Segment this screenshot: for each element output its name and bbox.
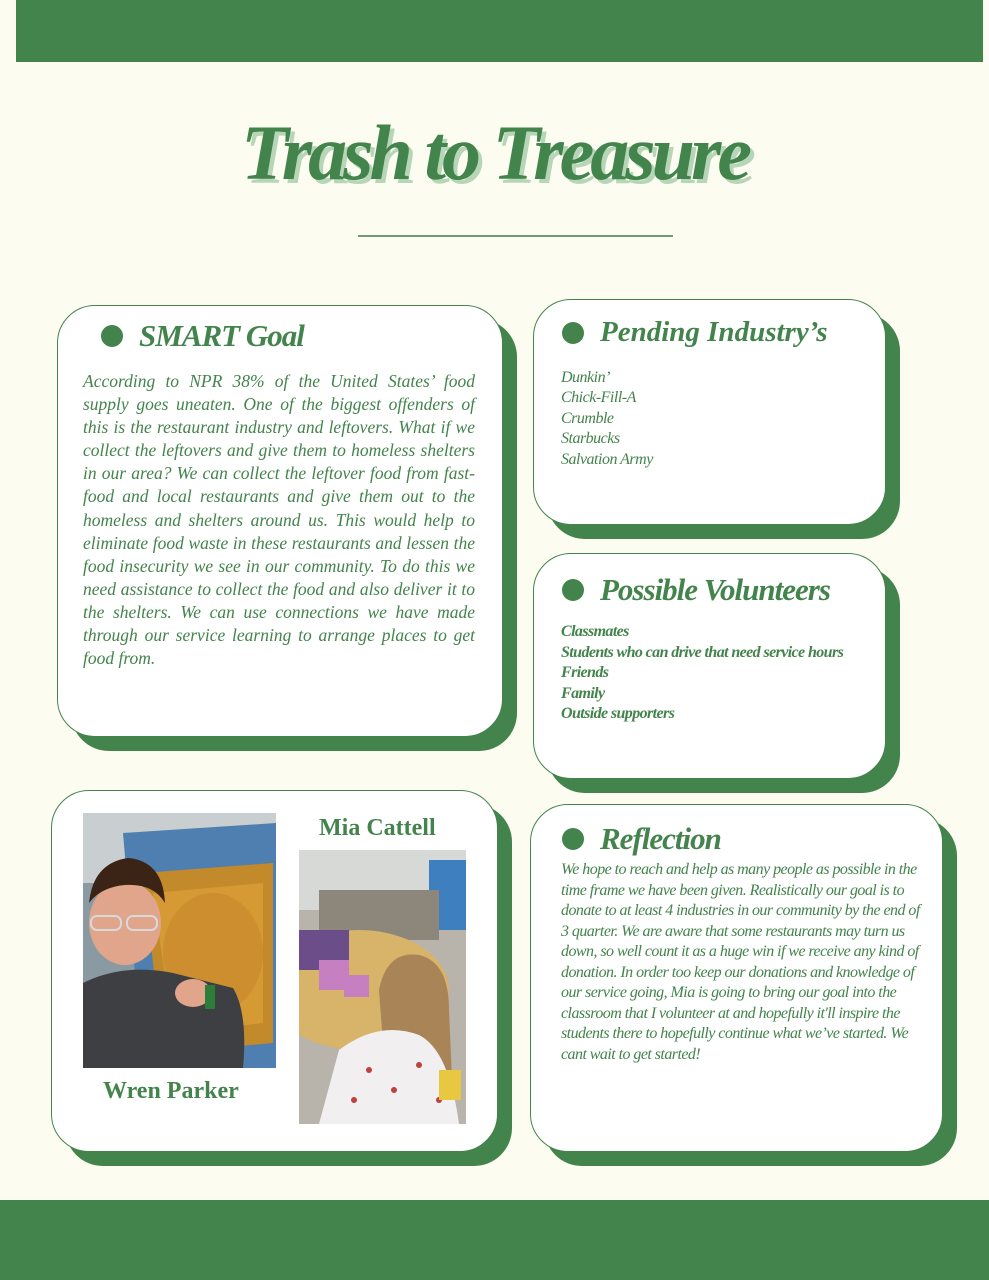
title-divider xyxy=(358,235,673,237)
smart-goal-text: According to NPR 38% of the United States’ food supply goes uneaten. One of the biggest offenders of this is the restaurant industry and leftovers. What if we collect the leftovers and give them to homeless shelters in our area? We can collect the leftover food from fast-food and local restaurants and give them out to the homeless and shelters around us. This would help to eliminate food waste in these restaurants and lessen the food insecurity we see in our community. To do this we need assistance to collect the food and also deliver it to the shelters. We can use connections we have made through our service learning to arrange places to get food from. xyxy=(83,371,475,669)
possible-volunteers-header xyxy=(562,572,830,608)
possible-volunteers-heading: Possible Volunteers xyxy=(600,572,830,607)
smart-goal-heading: SMART Goal xyxy=(139,318,304,353)
bullet-icon xyxy=(562,579,584,601)
list-item: Outside supporters xyxy=(561,705,675,722)
bottom-banner xyxy=(0,1200,989,1280)
list-item: Friends xyxy=(561,664,609,681)
reflection-text: We hope to reach and help as many people as possible in the time frame we have been given. Realistically our goal is to donate to at least 4 industries in our community by the end of 3 quarter. We are aware that some restaurants may turn us down, so well count it as a huge win if we receive any kind of donation. In order too keep our donations and knowledge of our service going, Mia is going to bring our goal into the classroom that I volunteer at and hopefully it'll inspire the students there to hopefully continue what we’ve started. We cant wait to get started! xyxy=(561,861,920,1063)
top-banner xyxy=(16,0,983,62)
list-item: Chick-Fill-A xyxy=(561,389,636,407)
wren-parker-name: Wren Parker xyxy=(103,1078,239,1104)
reflection-header xyxy=(562,821,721,857)
list-item: Family xyxy=(561,684,605,702)
mia-cattell-image xyxy=(299,850,466,1124)
wren-parker-image xyxy=(83,813,276,1068)
list-item: Starbucks xyxy=(561,430,620,448)
reflection-heading: Reflection xyxy=(600,821,721,856)
page-title: Trash to Treasure xyxy=(241,109,748,196)
list-item: Classmates xyxy=(561,623,629,640)
bullet-icon xyxy=(562,322,584,344)
mia-cattell-name: Mia Cattell xyxy=(319,815,436,841)
list-item: Students who can drive that need service hours xyxy=(561,643,844,661)
smart-goal-card xyxy=(57,305,503,737)
pending-industries-card xyxy=(533,299,886,525)
list-item: Salvation Army xyxy=(561,450,653,468)
photos-card xyxy=(51,790,498,1152)
pending-industries-heading: Pending Industry’s xyxy=(600,316,828,348)
list-item: Dunkin’ xyxy=(561,369,610,386)
bullet-icon xyxy=(101,325,123,347)
wren-parker-photo xyxy=(83,813,276,1068)
possible-volunteers-card xyxy=(533,553,886,779)
pending-industries-header xyxy=(562,316,827,349)
possible-volunteers-list xyxy=(561,622,843,725)
list-item: Crumble xyxy=(561,409,614,427)
reflection-card xyxy=(530,804,943,1152)
pending-industries-list xyxy=(561,368,653,470)
bullet-icon xyxy=(562,828,584,850)
smart-goal-header xyxy=(101,318,304,354)
mia-cattell-photo xyxy=(299,850,466,1124)
